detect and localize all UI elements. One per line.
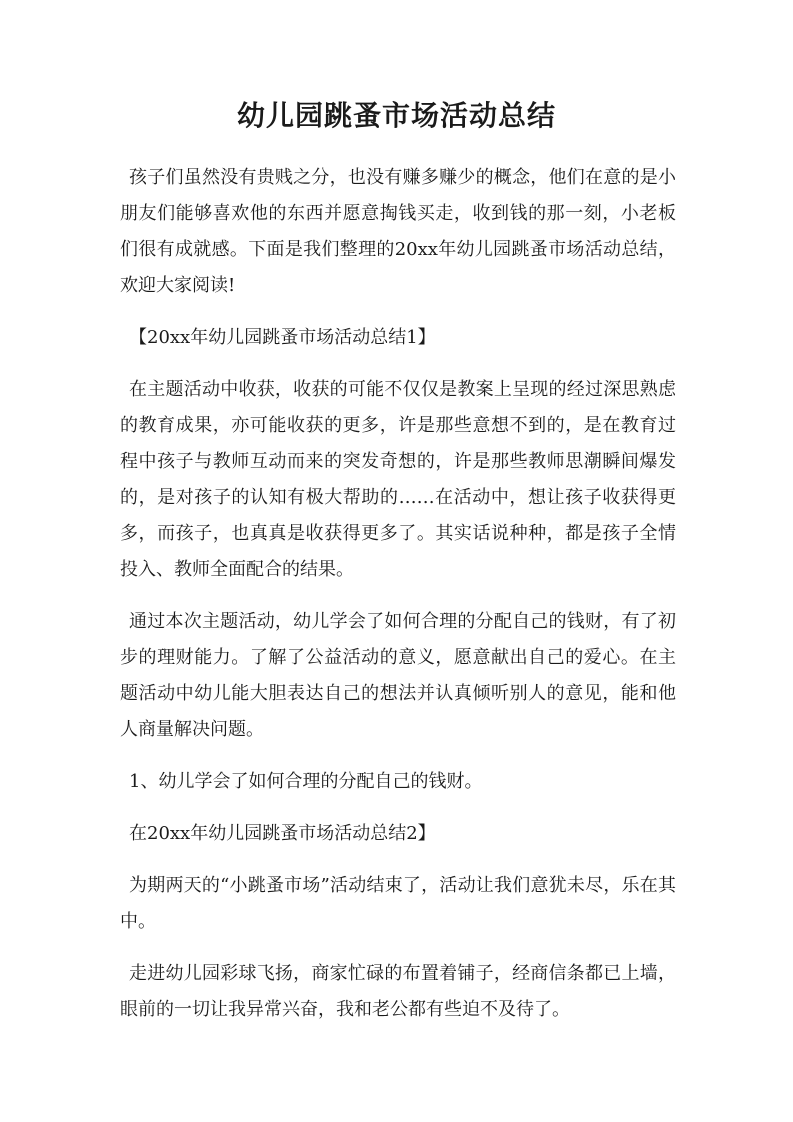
body-paragraph: 在主题活动中收获，收获的可能不仅仅是教案上呈现的经过深思熟虑的教育成果，亦可能收获的更多，许是那些意想不到的，是在教育过程中孩子与教师互动而来的突发奇想的，许是那些教师思潮瞬间爆发的，是对孩子的认知有极大帮助的……在活动中，想让孩子收获得更多，而孩子，也真真是收获得更多了。其实话说种种，都是孩子全情投入、教师全面配合的结果。	[120, 379, 676, 580]
list-item: 1、幼儿学会了如何合理的分配自己的钱财。	[129, 771, 483, 792]
body-paragraph: 为期两天的“小跳蚤市场”活动结束了，活动让我们意犹未尽，乐在其中。	[120, 875, 676, 932]
body-paragraph: 通过本次主题活动，幼儿学会了如何合理的分配自己的钱财，有了初步的理财能力。了解了公益活动的意义，愿意献出自己的爱心。在主题活动中幼儿能大胆表达自己的想法并认真倾听别人的意见，能和他人商量解决问题。	[120, 611, 676, 740]
document-title: 幼儿园跳蚤市场活动总结	[236, 99, 556, 132]
body-paragraph: 走进幼儿园彩球飞扬，商家忙碌的布置着铺子，经商信条都已上墙，眼前的一切让我异常兴奋，我和老公都有些迫不及待了。	[120, 963, 676, 1020]
section-heading-2: 在20xx年幼儿园跳蚤市场活动总结2】	[129, 823, 436, 844]
document-body	[120, 160, 676, 1028]
intro-paragraph: 孩子们虽然没有贵贱之分，也没有赚多赚少的概念，他们在意的是小朋友们能够喜欢他的东西并愿意掏钱买走，收到钱的那一刻，小老板们很有成就感。下面是我们整理的20xx年幼儿园跳蚤市场活动总结，欢迎大家阅读!	[120, 167, 676, 296]
section-heading-1: 【20xx年幼儿园跳蚤市场活动总结1】	[129, 327, 436, 348]
